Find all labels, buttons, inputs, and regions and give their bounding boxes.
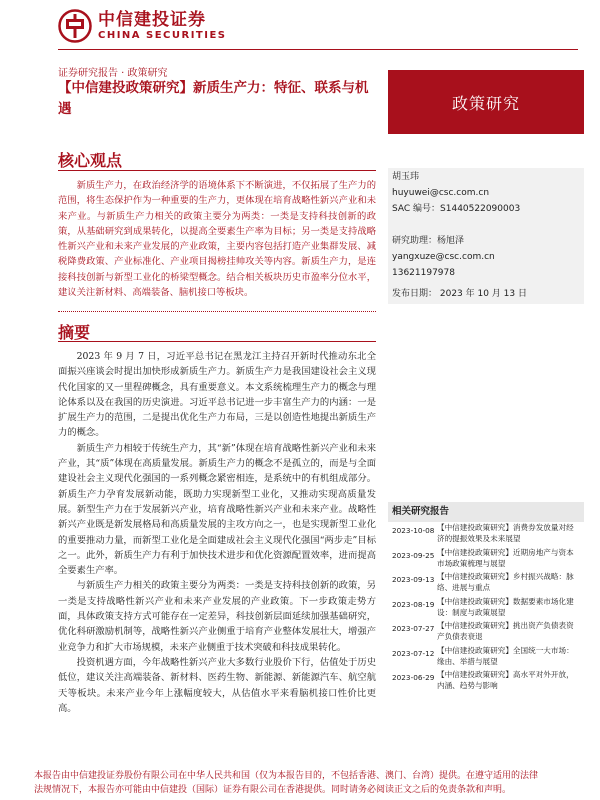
list-item[interactable]	[392, 547, 584, 572]
summary-heading: 摘要	[58, 323, 91, 342]
logo-english-name: CHINA SECURITIES	[98, 30, 227, 41]
related-report-date: 2023-07-27	[392, 624, 435, 633]
core-viewpoint-text: 新质生产力，在政治经济学的语境体系下不断演进，不仅拓展了生产力的范围，将生态保护作为一种重要的生产力，更体现在培育战略性新兴产业和未来产业。与新质生产力相关的政策主要分为两类：一类是支持科技创新的政策，从基础研究到成果转化，以提高全要素生产率为目标；另一类是支持战略性新兴产业和未来产业发展的产业政策，主要内容包括打造产业集群发展、减税降费政策、产业标准化、产业项目揭榜挂帅攻关等内容。新质生产力，是连接科技创新与新型工业化的桥梁型概念。结合相关板块历史市盈率分位水平，建议关注新材料、高端装备、脑机接口等板块。	[58, 180, 376, 299]
related-report-title[interactable]: 【中信建投政策研究】高水平对外开放，内涵、趋势与影响	[437, 670, 574, 690]
summary-paragraph: 投资机遇方面，今年战略性新兴产业大多数行业股价下行，估值处于历史低位，建议关注高端装备、新材料、医药生物、新能源、新能源汽车、航空航天等板块。未来产业今年上涨幅度较大，从估值水平来看脑机接口性价比更高。	[58, 656, 376, 714]
related-report-title[interactable]: 【中信建投政策研究】近期房地产与资本市场政策梳理与展望	[437, 547, 574, 568]
analyst-name: 胡玉玮	[392, 172, 420, 182]
core-heading: 核心观点	[58, 151, 123, 170]
logo-chinese-name: 中信建投证券	[98, 10, 206, 30]
report-type-banner: 政策研究	[388, 70, 584, 134]
summary-body	[58, 349, 376, 716]
assistant-email[interactable]: yangxuze@csc.com.cn	[392, 252, 495, 262]
report-title: 【中信建投政策研究】新质生产力：特征、联系与机遇	[58, 80, 369, 117]
related-report-date: 2023-09-13	[392, 575, 435, 584]
core-heading-rule	[58, 170, 376, 171]
assistant-phone: 13621197978	[392, 268, 455, 278]
list-item[interactable]	[392, 669, 584, 694]
list-item[interactable]	[392, 571, 584, 596]
research-assistant: 研究助理：杨旭泽	[392, 236, 465, 246]
related-reports-heading: 相关研究报告	[388, 502, 584, 522]
disclaimer-line: 法规情况下，本报告亦可能由中信建投（国际）证券有限公司在香港提供。同时请务必阅读正文之后的免责条款和声明。	[34, 785, 512, 795]
related-reports-list	[392, 522, 584, 694]
summary-paragraph: 2023 年 9 月 7 日，习近平总书记在黑龙江主持召开新时代推动东北全面振兴座谈会时提出加快形成新质生产力。新质生产力是我国建设社会主义现代化国家的又一里程碑概念，具有重要意义。本文系统梳理生产力的概念与理论体系以及在我国的历史演进。习近平总书记进一步丰富生产力的内涵：一是扩展生产力的范围，二是提出优化生产力布局，三是以创造性地提出新质生产力的概念。	[58, 351, 376, 439]
related-report-title[interactable]: 【中信建投政策研究】乡村振兴战略：脉络、进展与重点	[437, 572, 574, 592]
related-report-date: 2023-06-29	[392, 673, 435, 682]
summary-heading-rule	[58, 341, 376, 342]
summary-paragraph: 与新质生产力相关的政策主要分为两类：一类是支持科技创新的政策，另一类是支持战略性新兴产业和未来产业发展的产业政策。下一步政策走势方面，具体政策支持方式可能存在一定差异，科技创新层面延续加强基础研究，优化科研激励机制等，战略性新兴产业侧重于培育产业整体发展壮大，增强产业竞争力和扩大市场规模，未来产业侧重于技术突破和科技成果转化。	[58, 580, 376, 653]
analyst-email[interactable]: huyuwei@csc.com.cn	[392, 188, 490, 198]
related-report-date: 2023-10-08	[392, 526, 435, 535]
report-category: 证券研究报告 · 政策研究	[58, 68, 168, 79]
related-report-date: 2023-08-19	[392, 599, 435, 609]
related-report-date: 2023-07-12	[392, 648, 435, 658]
related-report-date: 2023-09-25	[392, 550, 435, 560]
logo-mark-icon	[58, 9, 92, 43]
list-item[interactable]	[392, 596, 584, 621]
related-report-title[interactable]: 【中信建投政策研究】全国统一大市场：缘由、举措与展望	[437, 645, 574, 666]
summary-paragraph: 新质生产力相较于传统生产力，其“新”体现在培育战略性新兴产业和未来产业，其“质”体现在高质量发展。新质生产力的概念不是孤立的，而是与全面建设社会主义现代化强国的一系列概念紧密相连，是系统中的有机组成部分。新质生产力孕育发展新动能，既助力实现新型工业化，又推动实现高质量发展。新型生产力在于发展新兴产业，培育战略性新兴产业和未来产业。战略性新兴产业既是新发展格局和高质量发展的主攻方向之一，也是实现新型工业化的重要推动力量，而新型工业化是全面建成社会主义现代化强国“两步走”目标之一。此外，新质生产力有利于加快技术进步和优化资源配置效率，进而提高全要素生产率。	[58, 442, 376, 577]
disclaimer-line: 本报告由中信建投证券股份有限公司在中华人民共和国（仅为本报告目的，不包括香港、澳门、台湾）提供。在遵守适用的法律	[34, 771, 539, 781]
list-item[interactable]	[392, 522, 584, 547]
list-item[interactable]	[392, 620, 584, 645]
analyst-sac-number: SAC 编号：S1440522090003	[392, 204, 521, 214]
related-report-title[interactable]: 【中信建投政策研究】挑出资产负债表资产负债表衰退	[437, 621, 574, 641]
related-report-title[interactable]: 【中信建投政策研究】消费券发放量对经济的提振效果及未来展望	[437, 523, 574, 543]
company-logo	[58, 9, 227, 43]
header-divider	[58, 49, 578, 50]
list-item[interactable]	[392, 645, 584, 670]
publish-date: 发布日期： 2023 年 10 月 13 日	[392, 289, 527, 299]
core-bottom-rule	[58, 311, 376, 312]
disclaimer-footer	[34, 769, 586, 797]
related-report-title[interactable]: 【中信建投政策研究】数据要素市场化建设：制度与政策展望	[437, 596, 574, 617]
